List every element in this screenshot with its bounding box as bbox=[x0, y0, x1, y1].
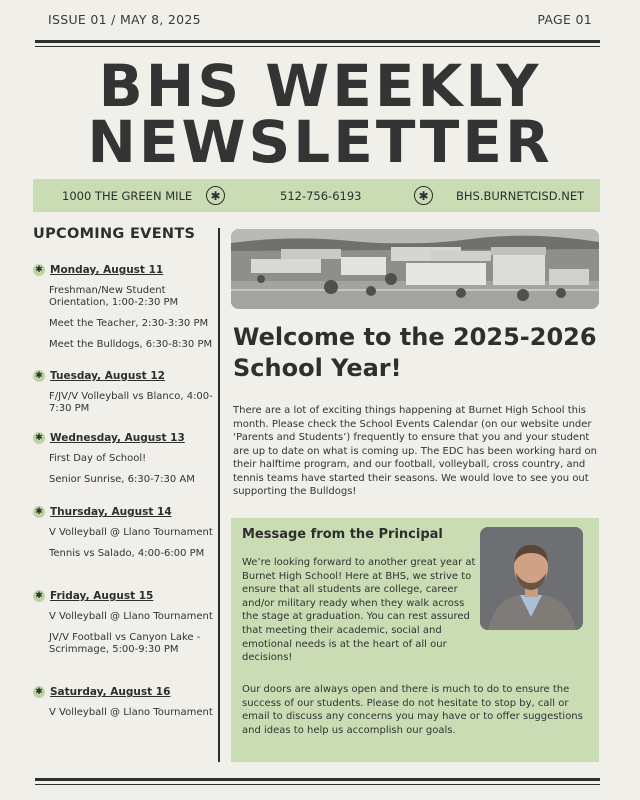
event-day bbox=[33, 262, 213, 351]
event-day-label: Friday, August 15 bbox=[50, 590, 154, 602]
column-divider bbox=[218, 228, 220, 762]
asterisk-bullet-icon: ✱ bbox=[33, 686, 45, 698]
issue-date: ISSUE 01 / MAY 8, 2025 bbox=[48, 12, 201, 27]
masthead-line-2: NEWSLETTER bbox=[87, 108, 553, 176]
event-item: JV/V Football vs Canyon Lake - Scrimmage, 5:00-9:30 PM bbox=[49, 632, 201, 655]
asterisk-bullet-icon: ✱ bbox=[33, 370, 45, 382]
event-day bbox=[33, 430, 213, 486]
contact-bar bbox=[33, 179, 600, 212]
masthead-line-1: BHS WEEKLY bbox=[98, 52, 542, 120]
event-item: Freshman/New Student Orientation, 1:00-2:30 PM bbox=[49, 285, 179, 308]
event-item: Senior Sunrise, 6:30-7:30 AM bbox=[49, 474, 195, 485]
principal-message-paragraph: We’re looking forward to another great year at Burnet High School! Here at BHS, we strive to ensure that all students are college, career and/or military ready when they walk across the stage at graduation. You can rest assured that meeting their academic, social and emotional needs is at the heart of all our decisions! bbox=[242, 557, 476, 664]
event-day bbox=[33, 588, 213, 656]
top-rule bbox=[35, 40, 600, 43]
event-day-label: Tuesday, August 12 bbox=[50, 370, 165, 382]
event-item: V Volleyball @ Llano Tournament bbox=[49, 707, 213, 718]
event-day-label: Wednesday, August 13 bbox=[50, 432, 185, 444]
masthead bbox=[0, 52, 640, 176]
events-title: UPCOMING EVENTS bbox=[33, 226, 196, 242]
event-item: V Volleyball @ Llano Tournament bbox=[49, 527, 213, 538]
website-link[interactable]: BHS.BURNETCISD.NET bbox=[456, 188, 585, 203]
issue-bar bbox=[48, 12, 592, 27]
event-day bbox=[33, 368, 213, 415]
event-day bbox=[33, 504, 213, 560]
page-number: PAGE 01 bbox=[537, 12, 592, 27]
principal-message-paragraph: Our doors are always open and there is much to do to ensure the success of our students. Please do not hesitate to stop by, call or email to discuss any concerns you may have or to offer suggestions and ideas to help us accomplish our goals. bbox=[242, 684, 583, 736]
article-body: There are a lot of exciting things happening at Burnet High School this month. Please check the School Events Calendar (on our website under ‘Parents and Students’) frequently to ensure that you and your student are up to date on what is coming up. The EDC has been working hard on their halftime program, and our football, volleyball, cross country, and tennis teams have started their seasons. We would love to see you out supporting the Bulldogs! bbox=[233, 405, 597, 497]
event-item: V Volleyball @ Llano Tournament bbox=[49, 611, 213, 622]
event-item: Tennis vs Salado, 4:00-6:00 PM bbox=[49, 548, 205, 559]
event-day-label: Monday, August 11 bbox=[50, 264, 164, 276]
article-headline: Welcome to the 2025-2026 School Year! bbox=[233, 323, 597, 382]
bottom-rule bbox=[35, 778, 600, 781]
asterisk-bullet-icon: ✱ bbox=[33, 432, 45, 444]
address: 1000 THE GREEN MILE bbox=[62, 188, 193, 203]
asterisk-circle-icon: ✱ bbox=[206, 186, 225, 205]
top-rule-thin bbox=[35, 46, 600, 47]
school-aerial-photo bbox=[231, 229, 599, 309]
bottom-rule-thin bbox=[35, 784, 600, 785]
phone-number: 512-756-6193 bbox=[280, 188, 362, 203]
event-day-label: Thursday, August 14 bbox=[50, 506, 172, 518]
asterisk-bullet-icon: ✱ bbox=[33, 590, 45, 602]
event-day-label: Saturday, August 16 bbox=[50, 686, 171, 698]
event-item: Meet the Bulldogs, 6:30-8:30 PM bbox=[49, 339, 213, 350]
asterisk-bullet-icon: ✱ bbox=[33, 264, 45, 276]
event-item: First Day of School! bbox=[49, 453, 147, 464]
asterisk-bullet-icon: ✱ bbox=[33, 506, 45, 518]
event-day bbox=[33, 684, 213, 719]
event-item: F/JV/V Volleyball vs Blanco, 4:00-7:30 PM bbox=[49, 391, 213, 414]
principal-photo bbox=[480, 527, 583, 630]
principal-message-box bbox=[231, 518, 599, 762]
event-item: Meet the Teacher, 2:30-3:30 PM bbox=[49, 318, 209, 329]
asterisk-circle-icon: ✱ bbox=[414, 186, 433, 205]
principal-message-title: Message from the Principal bbox=[242, 527, 443, 542]
